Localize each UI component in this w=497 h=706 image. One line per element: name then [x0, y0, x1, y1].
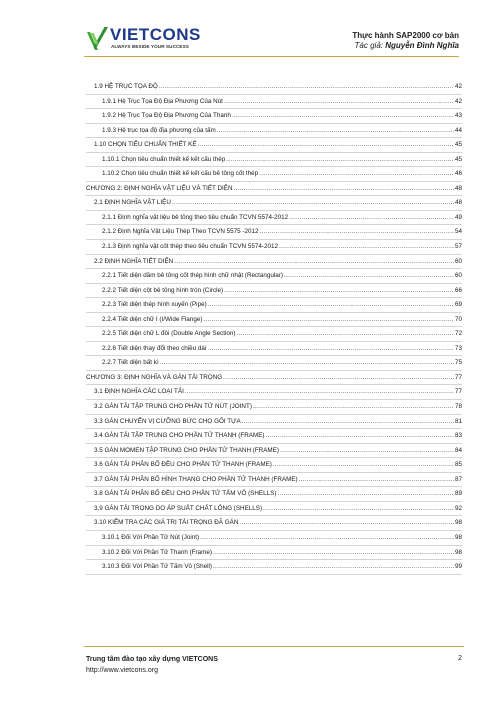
toc-leader-dots	[237, 327, 454, 342]
toc-leader-dots	[208, 298, 454, 313]
toc-entry-page: 87	[454, 473, 462, 488]
toc-entry-title: 2.2.3 Tiết diện thép hình xuyến (Pipe)	[102, 298, 208, 313]
toc-entry-page: 98	[454, 516, 462, 531]
toc-entry-title: 2.1.2 Định Nghĩa Vật Liệu Thép Theo TCVN 5575 -2012	[102, 225, 259, 240]
toc-entry-title: 2.2.2 Tiết diện cột bê tông hình tròn (Circle)	[102, 284, 224, 299]
toc-entry-title: 2.1.1 Định nghĩa vật liệu bê tông theo tiêu chuẩn TCVN 5574-2012	[102, 211, 289, 226]
toc-entry[interactable]	[86, 444, 462, 459]
toc-leader-dots	[259, 167, 454, 182]
toc-entry[interactable]	[86, 516, 462, 531]
toc-entry-page: 44	[454, 124, 462, 139]
toc-entry[interactable]	[86, 269, 462, 284]
toc-entry-page: 78	[454, 400, 462, 415]
page-number: 2	[458, 655, 462, 662]
toc-entry[interactable]	[86, 240, 462, 255]
toc-entry-title: CHƯƠNG 2: ĐỊNH NGHĨA VẬT LIỆU VÀ TIẾT DIỆN	[86, 182, 234, 197]
toc-leader-dots	[223, 371, 454, 386]
toc-entry-title: 1.10.1 Chọn tiêu chuẩn thiết kế kết cấu thép	[102, 153, 226, 168]
toc-entry-title: CHƯƠNG 3: ĐỊNH NGHĨA VÀ GÁN TẢI TRỌNG	[86, 371, 223, 386]
footer-divider	[84, 646, 464, 647]
toc-leader-dots	[239, 516, 454, 531]
toc-entry-page: 77	[454, 385, 462, 400]
toc-entry-page: 77	[454, 371, 462, 386]
toc-entry-title: 3.9 GÁN TẢI TRỌNG DO ÁP SUẤT CHẤT LỎNG (SHELLS)	[94, 502, 263, 517]
toc-entry-page: 92	[454, 502, 462, 517]
toc-entry[interactable]	[86, 342, 462, 357]
toc-entry-title: 3.10.1 Đối Với Phần Tử Nút (Joint)	[102, 531, 200, 546]
toc-entry-page: 60	[454, 255, 462, 270]
toc-entry[interactable]	[86, 487, 462, 502]
logo-tagline: ALWAYS BESIDE YOUR SUCCESS	[111, 44, 189, 49]
toc-entry-title: 3.5 GÁN MOMEN TẬP TRUNG CHO PHẦN TỬ THANH (FRAME)	[94, 444, 280, 459]
toc-entry-title: 2.2.7 Tiết diện bất kì	[102, 356, 160, 371]
toc-entry-title: 3.7 GÁN TẢI PHÂN BỐ HÌNH THANG CHO PHẦN TỬ THANH (FRAME)	[94, 473, 299, 488]
toc-entry-title: 2.2.6 Tiết diện thay đổi theo chiều dài	[102, 342, 207, 357]
toc-entry[interactable]	[86, 313, 462, 328]
toc-entry-title: 2.2.1 Tiết diện dầm bê tông cốt thép hình chữ nhật (Rectangular)	[102, 269, 284, 284]
toc-entry[interactable]	[86, 458, 462, 473]
toc-entry[interactable]	[86, 153, 462, 168]
author-name: Nguyễn Đình Nghĩa	[385, 41, 459, 50]
toc-entry-title: 3.3 GÁN CHUYỂN VỊ CƯỠNG BỨC CHO GỐI TỰA	[94, 415, 242, 430]
toc-entry[interactable]	[86, 167, 462, 182]
toc-leader-dots	[174, 255, 454, 270]
toc-entry[interactable]	[86, 124, 462, 139]
toc-leader-dots	[172, 196, 454, 211]
toc-leader-dots	[234, 182, 454, 197]
footer-organization: Trung tâm đào tạo xây dựng VIETCONS	[86, 656, 218, 663]
vietcons-logo	[86, 26, 216, 52]
toc-entry-title: 1.9 HỆ TRỤC TỌA ĐỘ	[94, 80, 159, 95]
toc-leader-dots	[253, 400, 454, 415]
toc-leader-dots	[200, 531, 454, 546]
toc-leader-dots	[242, 415, 454, 430]
footer-url[interactable]: http://www.vietcons.org	[86, 667, 158, 674]
toc-leader-dots	[217, 124, 454, 139]
toc-leader-dots	[277, 487, 454, 502]
toc-leader-dots	[224, 95, 454, 110]
toc-entry[interactable]	[86, 138, 462, 153]
toc-entry-title: 3.4 GÁN TẢI TẬP TRUNG CHO PHẦN TỬ THANH (FRAME)	[94, 429, 266, 444]
toc-entry-title: 3.10.3 Đối Với Phần Tử Tấm Vỏ (Shell)	[102, 560, 213, 575]
toc-entry-page: 42	[454, 80, 462, 95]
toc-entry[interactable]	[86, 371, 462, 386]
toc-entry-title: 1.9.2 Hệ Trục Tọa Độ Địa Phương Của Thanh	[102, 109, 232, 124]
toc-entry[interactable]	[86, 109, 462, 124]
toc-entry-page: 54	[454, 225, 462, 240]
toc-entry-title: 2.2.4 Tiết diện chữ I (I/Wide Flange)	[102, 313, 203, 328]
toc-entry[interactable]	[86, 196, 462, 211]
toc-entry-title: 1.10.2 Chọn tiêu chuẩn thiết kế kết cấu bê tông cốt thép	[102, 167, 259, 182]
toc-leader-dots	[266, 429, 454, 444]
toc-entry-page: 60	[454, 269, 462, 284]
toc-entry-title: 3.10 KIỂM TRA CÁC GIÁ TRỊ TẢI TRỌNG ĐÃ GÁN	[94, 516, 239, 531]
toc-entry-page: 89	[454, 487, 462, 502]
toc-leader-dots	[159, 80, 454, 95]
toc-leader-dots	[224, 284, 454, 299]
toc-leader-dots	[213, 560, 454, 575]
toc-entry-page: 43	[454, 109, 462, 124]
toc-entry-page: 45	[454, 138, 462, 153]
toc-entry-page: 83	[454, 429, 462, 444]
toc-leader-dots	[207, 342, 454, 357]
toc-entry[interactable]	[86, 546, 462, 561]
toc-entry-title: 3.8 GÁN TẢI PHÂN BỐ ĐỀU CHO PHẦN TỬ TẤM VỎ (SHELLS)	[94, 487, 277, 502]
toc-leader-dots	[289, 211, 454, 226]
toc-entry-page: 85	[454, 458, 462, 473]
toc-entry[interactable]	[86, 473, 462, 488]
toc-leader-dots	[273, 458, 454, 473]
toc-entry-title: 1.9.1 Hệ Trục Tọa Độ Địa Phương Của Nút	[102, 95, 224, 110]
toc-entry-title: 2.2 ĐỊNH NGHĨA TIẾT DIỆN	[94, 255, 174, 270]
toc-entry-page: 69	[454, 298, 462, 313]
toc-leader-dots	[280, 444, 454, 459]
toc-entry[interactable]	[86, 385, 462, 400]
toc-entry[interactable]	[86, 95, 462, 110]
toc-leader-dots	[259, 225, 454, 240]
toc-entry-page: 98	[454, 531, 462, 546]
toc-entry-page: 99	[454, 560, 462, 575]
toc-entry[interactable]	[86, 356, 462, 371]
toc-entry[interactable]	[86, 502, 462, 517]
toc-entry[interactable]	[86, 80, 462, 95]
toc-entry[interactable]	[86, 225, 462, 240]
toc-entry[interactable]	[86, 255, 462, 270]
toc-entry[interactable]	[86, 400, 462, 415]
page-header	[0, 0, 497, 70]
toc-entry-title: 1.10 CHỌN TIÊU CHUẨN THIẾT KẾ	[94, 138, 198, 153]
toc-row-separator	[86, 574, 462, 575]
header-info	[352, 31, 459, 51]
logo-brand-text: VIETCONS	[110, 25, 201, 44]
toc-leader-dots	[226, 153, 454, 168]
toc-entry-page: 48	[454, 196, 462, 211]
toc-entry-title: 3.2 GÁN TẢI TẬP TRUNG CHO PHẦN TỬ NÚT (JOINT)	[94, 400, 253, 415]
toc-entry-page: 98	[454, 546, 462, 561]
toc-entry-page: 72	[454, 327, 462, 342]
toc-entry-page: 49	[454, 211, 462, 226]
toc-leader-dots	[160, 356, 454, 371]
toc-leader-dots	[284, 269, 454, 284]
toc-entry-page: 48	[454, 182, 462, 197]
toc-entry-page: 73	[454, 342, 462, 357]
toc-entry[interactable]	[86, 415, 462, 430]
toc-entry[interactable]	[86, 429, 462, 444]
table-of-contents	[86, 80, 462, 575]
toc-entry-title: 3.1 ĐỊNH NGHĨA CÁC LOẠI TẢI	[94, 385, 185, 400]
toc-entry[interactable]	[86, 182, 462, 197]
toc-entry[interactable]	[86, 560, 462, 575]
toc-entry-title: 2.2.5 Tiết diện chữ L đôi (Double Angle Section)	[102, 327, 237, 342]
toc-entry[interactable]	[86, 327, 462, 342]
toc-entry-page: 42	[454, 95, 462, 110]
toc-entry-page: 70	[454, 313, 462, 328]
toc-entry[interactable]	[86, 211, 462, 226]
document-title: Thực hành SAP2000 cơ bản	[352, 31, 459, 40]
toc-entry-page: 66	[454, 284, 462, 299]
toc-leader-dots	[263, 502, 454, 517]
toc-entry-page: 46	[454, 167, 462, 182]
toc-entry-title: 1.9.3 Hệ trục tọa độ địa phương của tấm	[102, 124, 217, 139]
document-author	[352, 41, 459, 51]
toc-entry-title: 2.1 ĐỊNH NGHĨA VẬT LIỆU	[94, 196, 172, 211]
toc-leader-dots	[299, 473, 454, 488]
toc-entry-page: 84	[454, 444, 462, 459]
toc-leader-dots	[203, 313, 454, 328]
toc-entry-title: 3.6 GÁN TẢI PHÂN BỐ ĐỀU CHO PHẦN TỬ THANH (FRAME)	[94, 458, 273, 473]
vietcons-logo-mark-icon	[86, 26, 110, 52]
toc-leader-dots	[198, 138, 454, 153]
header-divider	[84, 56, 459, 57]
toc-leader-dots	[279, 240, 454, 255]
toc-entry[interactable]	[86, 284, 462, 299]
toc-leader-dots	[232, 109, 454, 124]
toc-entry[interactable]	[86, 531, 462, 546]
toc-entry-title: 2.1.3 Định nghĩa vật cốt thép theo tiêu chuẩn TCVN 5574-2012	[102, 240, 279, 255]
toc-entry-page: 81	[454, 415, 462, 430]
author-prefix: Tác giả:	[354, 41, 386, 50]
toc-leader-dots	[185, 385, 454, 400]
toc-entry-page: 45	[454, 153, 462, 168]
toc-entry[interactable]	[86, 298, 462, 313]
toc-leader-dots	[213, 546, 454, 561]
toc-entry-page: 57	[454, 240, 462, 255]
toc-entry-title: 3.10.2 Đối Với Phần Tử Thanh (Frame)	[102, 546, 213, 561]
page-footer	[86, 655, 462, 676]
toc-entry-page: 75	[454, 356, 462, 371]
